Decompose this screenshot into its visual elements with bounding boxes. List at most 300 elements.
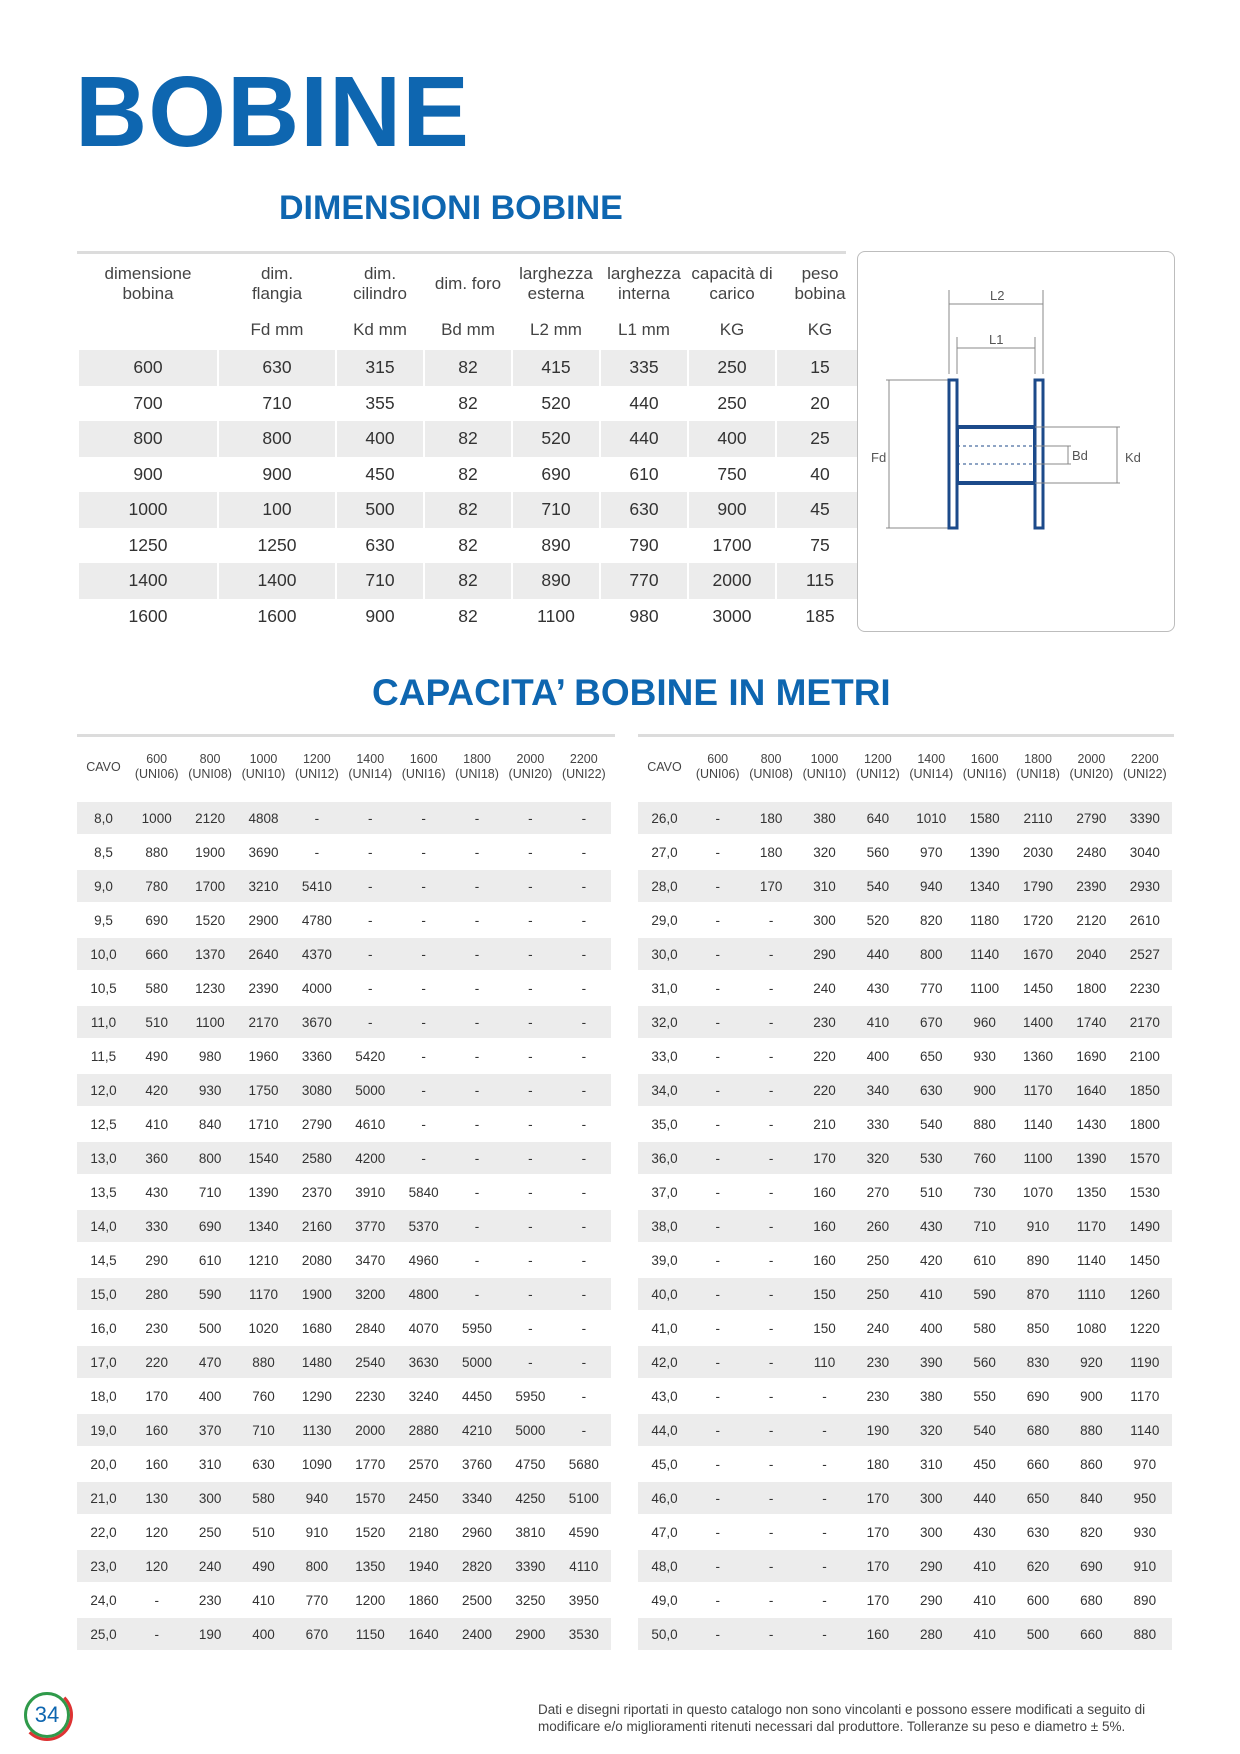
l1-label: L1	[989, 332, 1004, 347]
capacity-cell: 410	[973, 1592, 996, 1608]
capacity-cell: 3770	[344, 1210, 397, 1242]
spool-drawing	[858, 252, 1174, 631]
dimensions-cell: 690	[541, 463, 571, 484]
capacity-cell: 36,0	[638, 1142, 691, 1174]
capacity-row	[638, 1312, 1172, 1344]
dimensions-table	[77, 258, 865, 634]
capacity-cell: -	[450, 1074, 503, 1106]
dimensions-row	[79, 350, 863, 386]
capacity-cell: 5000	[504, 1414, 557, 1446]
capacity-row	[77, 1380, 611, 1412]
capacity-cell: -	[691, 1482, 744, 1514]
capacity-cell: 4808	[237, 790, 290, 834]
capacity-cell: 4210	[450, 1414, 503, 1446]
dimensions-header-cell	[425, 258, 511, 310]
dimensions-cell: 75	[810, 534, 830, 555]
capacity-cell: 420	[919, 1252, 943, 1268]
capacity-row	[77, 1618, 611, 1650]
capacity-cell: 690	[145, 912, 168, 928]
capacity-cell: 41,0	[651, 1320, 678, 1336]
capacity-cell: -	[450, 1210, 503, 1242]
capacity-row	[77, 1550, 611, 1582]
l2-label: L2	[990, 288, 1005, 303]
capacity-row	[638, 904, 1172, 936]
header-line: 1200	[302, 752, 331, 766]
capacity-cell: 2180	[408, 1524, 439, 1540]
capacity-cell: 2540	[344, 1346, 397, 1378]
header-line: flangia	[251, 284, 303, 303]
capacity-header-cell	[450, 746, 503, 788]
header-line: carico	[709, 284, 755, 303]
capacity-cell: 170	[866, 1524, 890, 1540]
capacity-cell: -	[474, 1048, 480, 1064]
dimensions-cell: 630	[601, 492, 687, 528]
capacity-row	[77, 870, 611, 902]
capacity-cell: 170	[866, 1592, 890, 1608]
capacity-cell: -	[744, 1142, 797, 1174]
capacity-cell: 3910	[355, 1184, 386, 1200]
dimensions-cell: 1100	[537, 605, 575, 626]
dimensions-cell: 750	[717, 463, 747, 484]
capacity-cell: 230	[798, 1006, 851, 1038]
dimensions-cell: 82	[425, 350, 511, 386]
dimensions-cell: 1600	[257, 605, 297, 626]
capacity-row	[638, 1584, 1172, 1616]
capacity-cell: 170	[744, 870, 797, 902]
dimensions-row	[79, 457, 863, 493]
capacity-cell: 3360	[301, 1048, 332, 1064]
capacity-cell: 5000	[450, 1346, 503, 1378]
capacity-cell: 900	[1080, 1388, 1103, 1404]
capacity-cell: -	[822, 1388, 827, 1404]
capacity-cell: 440	[958, 1482, 1011, 1514]
capacity-cell: -	[581, 1048, 587, 1064]
capacity-cell: -	[557, 1074, 610, 1106]
capacity-cell: 2390	[248, 980, 279, 996]
dimensions-cell: 900	[262, 463, 292, 484]
dimensions-cell: 710	[337, 563, 423, 599]
header-line: (UNI18)	[455, 767, 499, 781]
capacity-cell: 1960	[248, 1048, 279, 1064]
capacity-cell: 3470	[355, 1252, 386, 1268]
capacity-cell: 430	[973, 1524, 996, 1540]
capacity-cell: 880	[145, 844, 168, 860]
capacity-cell: 510	[252, 1524, 275, 1540]
capacity-cell: -	[715, 1184, 720, 1200]
capacity-cell: 16,0	[90, 1320, 117, 1336]
capacity-cell: -	[744, 938, 797, 970]
capacity-row	[638, 790, 1172, 834]
capacity-header-cell	[237, 746, 290, 788]
capacity-cell: -	[397, 1142, 450, 1174]
dimensions-cell: 600	[79, 350, 217, 386]
capacity-cell: 680	[1011, 1414, 1064, 1446]
capacity-cell: -	[557, 790, 610, 834]
capacity-cell: 15,0	[77, 1278, 130, 1310]
capacity-cell: 300	[183, 1482, 236, 1514]
capacity-cell: 560	[866, 844, 890, 860]
capacity-cell: 3340	[450, 1482, 503, 1514]
dimensions-cell: 82	[458, 534, 478, 555]
capacity-cell: -	[768, 980, 774, 996]
dimensions-unit-cell: Kd mm	[353, 320, 407, 339]
header-line: peso	[801, 264, 839, 283]
dimensions-row	[79, 421, 863, 457]
capacity-cell: 730	[973, 1184, 996, 1200]
capacity-cell: -	[504, 938, 557, 970]
header-line: (UNI18)	[1016, 767, 1060, 781]
capacity-cell: -	[691, 1618, 744, 1650]
capacity-cell: -	[798, 1482, 851, 1514]
capacity-cell: 13,0	[77, 1142, 130, 1174]
capacity-cell: 26,0	[638, 790, 691, 834]
capacity-cell: 1720	[1023, 912, 1054, 928]
capacity-cell: 1130	[290, 1414, 343, 1446]
dimensions-row	[79, 599, 863, 635]
dimensions-unit-cell: L2 mm	[530, 320, 582, 339]
capacity-cell: 5950	[515, 1388, 546, 1404]
capacity-row	[638, 870, 1172, 902]
header-line: (UNI20)	[1069, 767, 1114, 781]
capacity-cell: 2580	[290, 1142, 343, 1174]
capacity-row	[638, 1414, 1172, 1446]
header-line: (UNI16)	[401, 767, 446, 781]
capacity-cell: 410	[145, 1116, 168, 1132]
capacity-cell: 1390	[969, 844, 1000, 860]
capacity-cell: -	[715, 1252, 720, 1268]
capacity-cell: 5000	[344, 1074, 397, 1106]
dimensions-cell: 250	[717, 392, 747, 413]
capacity-cell: -	[290, 790, 343, 834]
capacity-cell: 850	[1026, 1320, 1050, 1336]
capacity-cell: 40,0	[638, 1278, 691, 1310]
capacity-cell: -	[397, 1006, 450, 1038]
dimensions-cell: 3000	[712, 605, 752, 626]
capacity-cell: 1340	[237, 1210, 290, 1242]
capacity-cell: 12,5	[90, 1116, 117, 1132]
capacity-cell: -	[691, 1006, 744, 1038]
header-line: (UNI12)	[855, 767, 900, 781]
capacity-cell: 430	[866, 980, 890, 996]
capacity-cell: -	[715, 1456, 720, 1472]
spool-cylinder	[957, 427, 1035, 483]
capacity-row	[638, 1142, 1172, 1174]
capacity-cell: 1800	[1076, 980, 1107, 996]
capacity-cell: 1150	[344, 1618, 397, 1650]
capacity-cell: 280	[905, 1618, 958, 1650]
capacity-cell: 880	[1065, 1414, 1118, 1446]
capacity-cell: 2100	[1129, 1048, 1160, 1064]
capacity-cell: -	[744, 1482, 797, 1514]
capacity-cell: 1390	[248, 1184, 279, 1200]
capacity-cell: 330	[866, 1116, 890, 1132]
capacity-cell: 970	[919, 844, 943, 860]
capacity-cell: 170	[851, 1550, 904, 1582]
dimensions-header-cell	[601, 258, 687, 310]
capacity-cell: -	[397, 1074, 450, 1106]
capacity-cell: -	[528, 1320, 533, 1336]
capacity-cell: -	[130, 1618, 183, 1650]
capacity-cell: 180	[744, 790, 797, 834]
capacity-row	[77, 1584, 611, 1616]
capacity-cell: 4780	[301, 912, 332, 928]
dimensions-row	[79, 563, 863, 599]
capacity-cell: -	[421, 912, 426, 928]
header-line: 600	[146, 752, 168, 766]
capacity-cell: 630	[252, 1456, 275, 1472]
capacity-cell: 3080	[290, 1074, 343, 1106]
capacity-cell: 890	[1133, 1592, 1157, 1608]
capacity-cell: 2640	[237, 938, 290, 970]
capacity-cell: -	[768, 1252, 774, 1268]
capacity-row	[638, 1210, 1172, 1242]
capacity-cell: 2790	[1065, 790, 1118, 834]
capacity-row	[77, 836, 611, 868]
dimensions-cell: 82	[425, 421, 511, 457]
capacity-cell: 14,0	[77, 1210, 130, 1242]
capacity-cell: 980	[198, 1048, 222, 1064]
capacity-cell: 370	[183, 1414, 236, 1446]
capacity-cell: 220	[813, 1048, 836, 1064]
capacity-cell: 1580	[958, 790, 1011, 834]
capacity-cell: 160	[851, 1618, 904, 1650]
capacity-cell: -	[397, 870, 450, 902]
dimensions-cell: 315	[337, 350, 423, 386]
dimensions-cell: 700	[133, 392, 163, 413]
capacity-cell: 1520	[355, 1524, 386, 1540]
capacity-cell: 500	[198, 1320, 222, 1336]
capacity-cell: -	[744, 1074, 797, 1106]
capacity-cell: -	[368, 912, 373, 928]
capacity-cell: 4610	[355, 1116, 386, 1132]
capacity-cell: 3950	[568, 1592, 599, 1608]
header-line: 600	[707, 752, 729, 766]
dimensions-unit-cell: Bd mm	[441, 320, 495, 339]
header-line: CAVO	[647, 759, 682, 774]
capacity-cell: 4070	[408, 1320, 439, 1336]
capacity-cell: -	[798, 1414, 851, 1446]
capacity-cell: 400	[237, 1618, 290, 1650]
dimensions-cell: 185	[805, 605, 835, 626]
capacity-cell: 2400	[450, 1618, 503, 1650]
capacity-rule-right	[638, 734, 1174, 737]
capacity-cell: -	[504, 1006, 557, 1038]
capacity-row	[638, 1040, 1172, 1072]
capacity-cell: 2080	[301, 1252, 332, 1268]
capacity-cell: 1180	[970, 912, 1000, 928]
capacity-row	[77, 938, 611, 970]
capacity-cell: -	[504, 1074, 557, 1106]
capacity-cell: 1200	[355, 1592, 386, 1608]
capacity-cell: 2880	[397, 1414, 450, 1446]
fd-label: Fd	[871, 450, 887, 465]
capacity-row	[638, 1550, 1172, 1582]
capacity-cell: 150	[813, 1320, 836, 1336]
capacity-cell: -	[744, 1210, 797, 1242]
capacity-cell: 160	[813, 1184, 836, 1200]
capacity-cell: -	[768, 1592, 774, 1608]
capacity-cell: -	[528, 844, 533, 860]
dimensions-cell: 1000	[79, 492, 217, 528]
capacity-row	[77, 1448, 611, 1480]
capacity-cell: 310	[919, 1456, 943, 1472]
capacity-cell: 42,0	[638, 1346, 691, 1378]
dimensions-cell: 900	[365, 605, 395, 626]
capacity-cell: 800	[290, 1550, 343, 1582]
right-flange	[1035, 380, 1043, 528]
dimensions-cell: 770	[601, 563, 687, 599]
capacity-cell: -	[557, 1210, 610, 1242]
capacity-cell: -	[450, 1278, 503, 1310]
capacity-cell: -	[715, 980, 720, 996]
capacity-cell: 3250	[515, 1592, 546, 1608]
page-number-badge	[24, 1692, 70, 1738]
header-line: CAVO	[86, 759, 121, 774]
capacity-cell: 840	[198, 1116, 222, 1132]
capacity-cell: 2900	[504, 1618, 557, 1650]
capacity-cell: -	[421, 844, 426, 860]
capacity-cell: 3390	[1118, 790, 1171, 834]
dimensions-cell: 890	[541, 534, 571, 555]
dimensions-cell: 440	[629, 392, 659, 413]
capacity-cell: 9,0	[77, 870, 130, 902]
capacity-cell: -	[450, 938, 503, 970]
capacity-cell: 2120	[183, 790, 236, 834]
capacity-cell: 25,0	[77, 1618, 130, 1650]
capacity-cell: 130	[130, 1482, 183, 1514]
capacity-table-right	[638, 744, 1172, 1652]
dimensions-cell: 82	[425, 492, 511, 528]
capacity-cell: 690	[1065, 1550, 1118, 1582]
capacity-cell: 27,0	[651, 844, 678, 860]
capacity-cell: 2820	[450, 1550, 503, 1582]
header-line: (UNI10)	[241, 767, 286, 781]
capacity-row	[77, 972, 611, 1004]
capacity-cell: -	[557, 938, 610, 970]
capacity-cell: -	[421, 1116, 426, 1132]
dimensions-cell: 500	[337, 492, 423, 528]
dimensions-cell: 520	[513, 421, 599, 457]
header-line: 1400	[917, 752, 946, 766]
header-line: dimensione	[104, 264, 192, 283]
capacity-cell: 1520	[195, 912, 226, 928]
capacity-cell: 220	[130, 1346, 183, 1378]
capacity-cell: 1640	[397, 1618, 450, 1650]
dimensions-cell: 82	[458, 392, 478, 413]
capacity-cell: 650	[1011, 1482, 1064, 1514]
capacity-row	[638, 1448, 1172, 1480]
capacity-cell: 9,5	[94, 912, 113, 928]
capacity-cell: 1750	[237, 1074, 290, 1106]
capacity-cell: 650	[919, 1048, 943, 1064]
capacity-cell: 2120	[1076, 912, 1107, 928]
capacity-cell: 110	[798, 1346, 851, 1378]
header-line: (UNI10)	[802, 767, 847, 781]
capacity-cell: 48,0	[638, 1550, 691, 1582]
dimensions-cell: 610	[629, 463, 659, 484]
bd-label: Bd	[1072, 448, 1088, 463]
disclaimer-note: Dati e disegni riportati in questo catalogo non sono vincolanti e possono essere modificati a seguito di modificare e/o miglioramenti ritenuti necessari dal produttore. Tolleranze su peso e diametro ± 5%.	[538, 1702, 1146, 1734]
capacity-header-cell	[397, 746, 450, 788]
capacity-cell: 340	[851, 1074, 904, 1106]
capacity-rule-left	[77, 734, 615, 737]
capacity-cell: 1190	[1118, 1346, 1171, 1378]
capacity-cell: 400	[198, 1388, 222, 1404]
capacity-cell: -	[768, 1320, 774, 1336]
capacity-cell: -	[768, 1524, 774, 1540]
capacity-cell: 290	[145, 1252, 168, 1268]
capacity-cell: 22,0	[90, 1524, 117, 1540]
capacity-cell: 290	[919, 1592, 943, 1608]
capacity-cell: 560	[958, 1346, 1011, 1378]
capacity-cell: 1220	[1129, 1320, 1160, 1336]
capacity-cell: -	[528, 980, 533, 996]
capacity-row	[77, 1210, 611, 1242]
capacity-cell: 230	[851, 1346, 904, 1378]
capacity-cell: 49,0	[651, 1592, 678, 1608]
capacity-cell: 3810	[515, 1524, 546, 1540]
capacity-cell: 520	[866, 912, 890, 928]
capacity-cell: 710	[198, 1184, 222, 1200]
capacity-cell: -	[344, 1006, 397, 1038]
capacity-row	[638, 1278, 1172, 1310]
capacity-cell: 3040	[1129, 844, 1160, 860]
capacity-cell: 830	[1011, 1346, 1064, 1378]
capacity-cell: 170	[145, 1388, 168, 1404]
capacity-cell: 2840	[355, 1320, 386, 1336]
capacity-cell: 1140	[1023, 1116, 1053, 1132]
capacity-cell: 1370	[183, 938, 236, 970]
capacity-cell: 1080	[1076, 1320, 1107, 1336]
capacity-row	[77, 1516, 611, 1548]
capacity-cell: 760	[252, 1388, 275, 1404]
dimensions-cell: 82	[458, 463, 478, 484]
header-line: 1600	[409, 752, 438, 766]
capacity-cell: 170	[798, 1142, 851, 1174]
capacity-cell: -	[450, 790, 503, 834]
capacity-cell: 35,0	[651, 1116, 678, 1132]
header-line: (UNI06)	[695, 767, 740, 781]
capacity-cell: 29,0	[651, 912, 678, 928]
capacity-cell: 4370	[290, 938, 343, 970]
capacity-cell: 1000	[130, 790, 183, 834]
capacity-cell: -	[581, 912, 587, 928]
capacity-cell: 47,0	[651, 1524, 678, 1540]
dimensions-unit-cell: KG	[807, 320, 833, 339]
capacity-cell: 4000	[301, 980, 332, 996]
capacity-cell: 320	[851, 1142, 904, 1174]
capacity-cell: 680	[1080, 1592, 1103, 1608]
dimensions-header-cell	[337, 258, 423, 310]
capacity-cell: -	[397, 938, 450, 970]
capacity-cell: 3630	[397, 1346, 450, 1378]
capacity-cell: 2030	[1023, 844, 1054, 860]
header-line: (UNI12)	[294, 767, 339, 781]
capacity-row	[77, 1244, 611, 1276]
spool-diagram	[857, 251, 1175, 632]
capacity-cell: 2527	[1118, 938, 1171, 970]
capacity-cell: -	[450, 1142, 503, 1174]
header-line: bobina	[122, 284, 174, 303]
capacity-cell: 37,0	[651, 1184, 678, 1200]
capacity-cell: 8,5	[94, 844, 113, 860]
dimensions-unit-cell	[79, 310, 217, 350]
capacity-cell: 1010	[905, 790, 958, 834]
capacity-cell: 1900	[195, 844, 226, 860]
capacity-cell: 1100	[970, 980, 1000, 996]
dimensions-units-row	[79, 310, 863, 350]
capacity-row	[638, 938, 1172, 970]
